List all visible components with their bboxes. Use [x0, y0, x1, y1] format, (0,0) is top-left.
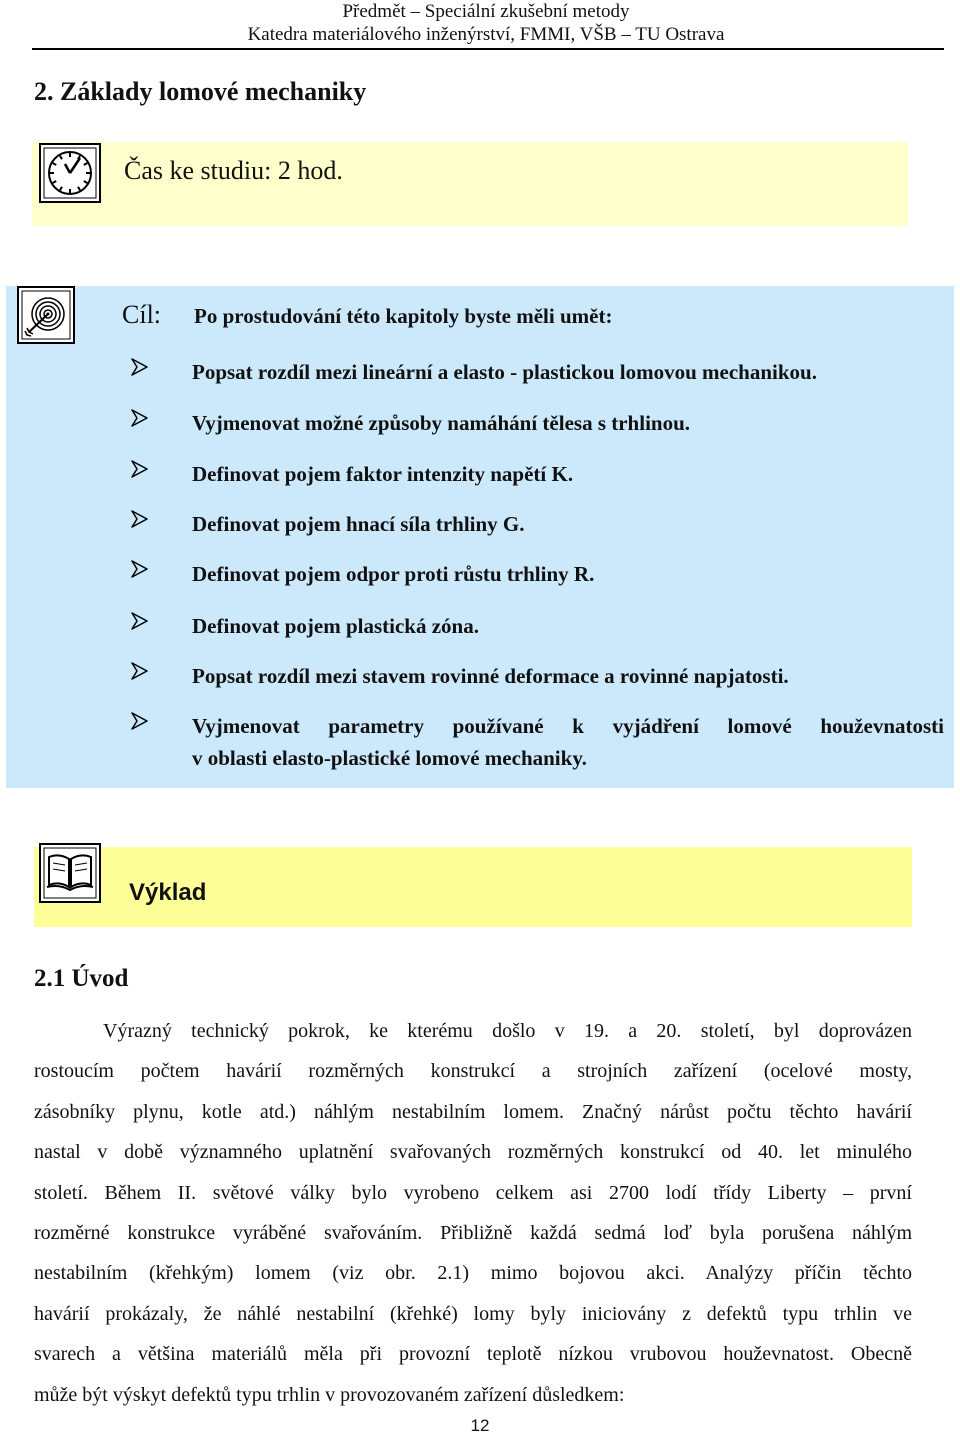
study-time-box	[32, 142, 908, 226]
explanation-label: Výklad	[129, 879, 207, 906]
page-number: 12	[470, 1416, 490, 1435]
arrowhead-bullet-icon	[131, 711, 149, 731]
body-line: Výrazný technický pokrok, ke kterému došlo v 19. a 20. století, byl doprovázen	[103, 1020, 912, 1042]
section-title: 2.1 Úvod	[34, 965, 129, 992]
target-icon	[17, 286, 75, 344]
body-line: rostoucím počtem havárií rozměrných konstrukcí a strojních zařízení (ocelové mosty,	[34, 1060, 912, 1083]
body-line: nestabilním (křehkým) lomem (viz obr. 2.1) mimo bojovou akci. Analýzy příčin těchto	[34, 1262, 912, 1285]
arrowhead-bullet-icon	[131, 611, 149, 631]
body-line: zásobníky plynu, kotle atd.) náhlým nestabilním lomem. Značný nárůst počtu těchto havárií	[34, 1100, 912, 1123]
goal-intro: Po prostudování této kapitoly byste měli umět:	[194, 304, 613, 328]
goal-item-text: Popsat rozdíl mezi stavem rovinné deformace a rovinné napjatosti.	[192, 664, 789, 688]
goal-item-text: Vyjmenovat možné způsoby namáhání tělesa s trhlinou.	[192, 411, 691, 435]
section-body	[34, 1011, 912, 1415]
body-line: století. Během II. světové války bylo vyrobeno celkem asi 2700 lodí třídy Liberty – první	[34, 1181, 912, 1204]
goal-item-text: v oblasti elasto-plastické lomové mechaniky.	[192, 746, 587, 770]
clock-icon	[38, 142, 102, 204]
arrowhead-bullet-icon	[131, 408, 149, 428]
header-subject: Předmět – Speciální zkušební metody	[342, 1, 630, 22]
goal-item-text: Vyjmenovat parametry používané k vyjádření lomové houževnatosti	[192, 714, 944, 738]
arrowhead-bullet-icon	[131, 661, 149, 681]
goal-box	[6, 286, 954, 788]
goal-item-text: Popsat rozdíl mezi lineární a elasto - plastickou lomovou mechanikou.	[192, 360, 817, 384]
arrowhead-bullet-icon	[131, 459, 149, 479]
arrowhead-bullet-icon	[131, 357, 149, 377]
goal-label: Cíl:	[122, 300, 162, 329]
open-book-icon	[39, 843, 101, 903]
goal-item-text: Definovat pojem hnací síla trhliny G.	[192, 512, 525, 536]
study-time-text: Čas ke studiu: 2 hod.	[124, 156, 343, 185]
header-divider	[32, 48, 944, 50]
chapter-title: 2. Základy lomové mechaniky	[34, 77, 367, 106]
explanation-box	[34, 847, 912, 927]
goal-item-text: Definovat pojem odpor proti růstu trhliny R.	[192, 562, 595, 586]
arrowhead-bullet-icon	[131, 509, 149, 529]
body-line: nastal v době významného uplatnění svařovaných rozměrných konstrukcí od 40. let minulého	[34, 1141, 912, 1164]
header-department: Katedra materiálového inženýrství, FMMI, VŠB – TU Ostrava	[247, 24, 725, 45]
body-line: svarech a většina materiálů měla při provozní teplotě nízkou vrubovou houževnatost. Obecně	[34, 1343, 912, 1366]
body-line: může být výskyt defektů typu trhlin v provozovaném zařízení důsledkem:	[34, 1383, 625, 1406]
goal-item-text: Definovat pojem faktor intenzity napětí K.	[192, 462, 574, 486]
body-line: rozměrné konstrukce vyráběné svařováním. Přibližně každá sedmá loď byla porušena náhlým	[34, 1221, 912, 1244]
body-line: havárií prokázaly, že náhlé nestabilní (křehké) lomy byly iniciovány z defektů typu trhlin ve	[34, 1302, 912, 1325]
arrowhead-bullet-icon	[131, 559, 149, 579]
goal-item-text: Definovat pojem plastická zóna.	[192, 614, 479, 638]
